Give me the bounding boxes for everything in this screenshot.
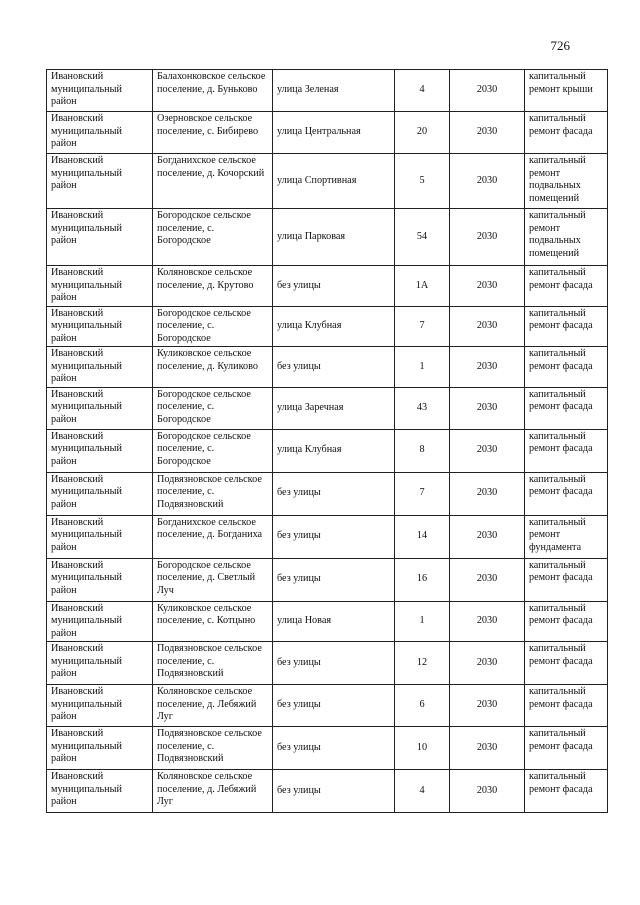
table-row [47, 770, 608, 813]
year-cell: 2030 [450, 685, 525, 727]
year-cell: 2030 [450, 347, 525, 388]
year-cell: 2030 [450, 472, 525, 515]
street-cell: улица Заречная [273, 387, 395, 429]
house-number-cell: 4 [395, 70, 450, 112]
settlement-cell: Куликовское сельское поселение, с. Котцыно [153, 601, 273, 642]
house-number-cell: 10 [395, 727, 450, 770]
work-type-cell: капитальный ремонт фасада [525, 112, 608, 154]
table-row [47, 685, 608, 727]
settlement-cell: Балахонковское сельское поселение, д. Буньково [153, 70, 273, 112]
table-row [47, 515, 608, 558]
street-cell: улица Центральная [273, 112, 395, 154]
settlement-cell: Богородское сельское поселение, с. Богородское [153, 387, 273, 429]
street-cell: улица Зеленая [273, 70, 395, 112]
work-type-cell: капитальный ремонт фасада [525, 601, 608, 642]
settlement-cell: Коляновское сельское поселение, д. Лебяжий Луг [153, 685, 273, 727]
house-number-cell: 14 [395, 515, 450, 558]
street-cell: без улицы [273, 558, 395, 601]
district-cell: Ивановский муниципальный район [47, 306, 153, 347]
table-row [47, 642, 608, 685]
district-cell: Ивановский муниципальный район [47, 70, 153, 112]
table-row [47, 154, 608, 209]
work-type-cell: капитальный ремонт фасада [525, 347, 608, 388]
work-type-cell: капитальный ремонт фасада [525, 685, 608, 727]
year-cell: 2030 [450, 429, 525, 472]
district-cell: Ивановский муниципальный район [47, 770, 153, 813]
work-type-cell: капитальный ремонт фасада [525, 770, 608, 813]
table-row [47, 727, 608, 770]
district-cell: Ивановский муниципальный район [47, 601, 153, 642]
district-cell: Ивановский муниципальный район [47, 642, 153, 685]
house-number-cell: 8 [395, 429, 450, 472]
settlement-cell: Богданихское сельское поселение, д. Богданиха [153, 515, 273, 558]
table-row [47, 472, 608, 515]
settlement-cell: Подвязновское сельское поселение, с. Подвязновский [153, 642, 273, 685]
house-number-cell: 4 [395, 770, 450, 813]
work-type-cell: капитальный ремонт фасада [525, 266, 608, 307]
settlement-cell: Богородское сельское поселение, с. Богородское [153, 209, 273, 266]
settlement-cell: Коляновское сельское поселение, д. Крутово [153, 266, 273, 307]
work-type-cell: капитальный ремонт крыши [525, 70, 608, 112]
work-type-cell: капитальный ремонт фасада [525, 306, 608, 347]
street-cell: без улицы [273, 515, 395, 558]
district-cell: Ивановский муниципальный район [47, 558, 153, 601]
street-cell: улица Новая [273, 601, 395, 642]
table-row [47, 601, 608, 642]
settlement-cell: Богданихское сельское поселение, д. Кочорский [153, 154, 273, 209]
work-type-cell: капитальный ремонт фасада [525, 472, 608, 515]
settlement-cell: Коляновское сельское поселение, д. Лебяжий Луг [153, 770, 273, 813]
work-type-cell: капитальный ремонт фасада [525, 727, 608, 770]
work-type-cell: капитальный ремонт фасада [525, 642, 608, 685]
house-number-cell: 7 [395, 472, 450, 515]
settlement-cell: Куликовское сельское поселение, д. Куликово [153, 347, 273, 388]
district-cell: Ивановский муниципальный район [47, 429, 153, 472]
house-number-cell: 43 [395, 387, 450, 429]
street-cell: без улицы [273, 472, 395, 515]
settlement-cell: Богородское сельское поселение, с. Богородское [153, 429, 273, 472]
work-type-cell: капитальный ремонт фасада [525, 429, 608, 472]
house-number-cell: 6 [395, 685, 450, 727]
district-cell: Ивановский муниципальный район [47, 387, 153, 429]
year-cell: 2030 [450, 515, 525, 558]
house-number-cell: 20 [395, 112, 450, 154]
year-cell: 2030 [450, 642, 525, 685]
district-cell: Ивановский муниципальный район [47, 727, 153, 770]
district-cell: Ивановский муниципальный район [47, 515, 153, 558]
work-type-cell: капитальный ремонт подвальных помещений [525, 209, 608, 266]
table-row [47, 266, 608, 307]
year-cell: 2030 [450, 558, 525, 601]
house-number-cell: 1А [395, 266, 450, 307]
table-row [47, 306, 608, 347]
repair-schedule-table [46, 69, 608, 813]
settlement-cell: Богородское сельское поселение, с. Богородское [153, 306, 273, 347]
year-cell: 2030 [450, 209, 525, 266]
table-row [47, 387, 608, 429]
year-cell: 2030 [450, 112, 525, 154]
district-cell: Ивановский муниципальный район [47, 472, 153, 515]
settlement-cell: Озерновское сельское поселение, с. Бибирево [153, 112, 273, 154]
street-cell: без улицы [273, 770, 395, 813]
street-cell: без улицы [273, 727, 395, 770]
district-cell: Ивановский муниципальный район [47, 209, 153, 266]
table-row [47, 112, 608, 154]
table-row [47, 347, 608, 388]
street-cell: улица Клубная [273, 429, 395, 472]
table-row [47, 70, 608, 112]
year-cell: 2030 [450, 601, 525, 642]
house-number-cell: 7 [395, 306, 450, 347]
year-cell: 2030 [450, 154, 525, 209]
work-type-cell: капитальный ремонт фасада [525, 558, 608, 601]
street-cell: без улицы [273, 347, 395, 388]
district-cell: Ивановский муниципальный район [47, 347, 153, 388]
settlement-cell: Богородское сельское поселение, д. Светлый Луч [153, 558, 273, 601]
year-cell: 2030 [450, 387, 525, 429]
district-cell: Ивановский муниципальный район [47, 685, 153, 727]
settlement-cell: Подвязновское сельское поселение, с. Подвязновский [153, 727, 273, 770]
work-type-cell: капитальный ремонт фасада [525, 387, 608, 429]
street-cell: без улицы [273, 266, 395, 307]
house-number-cell: 5 [395, 154, 450, 209]
street-cell: улица Парковая [273, 209, 395, 266]
year-cell: 2030 [450, 727, 525, 770]
year-cell: 2030 [450, 70, 525, 112]
house-number-cell: 54 [395, 209, 450, 266]
work-type-cell: капитальный ремонт подвальных помещений [525, 154, 608, 209]
house-number-cell: 1 [395, 601, 450, 642]
table-body [47, 70, 608, 813]
street-cell: без улицы [273, 642, 395, 685]
district-cell: Ивановский муниципальный район [47, 112, 153, 154]
page-number: 726 [550, 38, 570, 53]
street-cell: улица Спортивная [273, 154, 395, 209]
table-row [47, 429, 608, 472]
year-cell: 2030 [450, 770, 525, 813]
year-cell: 2030 [450, 306, 525, 347]
district-cell: Ивановский муниципальный район [47, 266, 153, 307]
street-cell: улица Клубная [273, 306, 395, 347]
house-number-cell: 1 [395, 347, 450, 388]
house-number-cell: 12 [395, 642, 450, 685]
table-row [47, 558, 608, 601]
work-type-cell: капитальный ремонт фундамента [525, 515, 608, 558]
district-cell: Ивановский муниципальный район [47, 154, 153, 209]
year-cell: 2030 [450, 266, 525, 307]
settlement-cell: Подвязновское сельское поселение, с. Подвязновский [153, 472, 273, 515]
table-row [47, 209, 608, 266]
house-number-cell: 16 [395, 558, 450, 601]
street-cell: без улицы [273, 685, 395, 727]
